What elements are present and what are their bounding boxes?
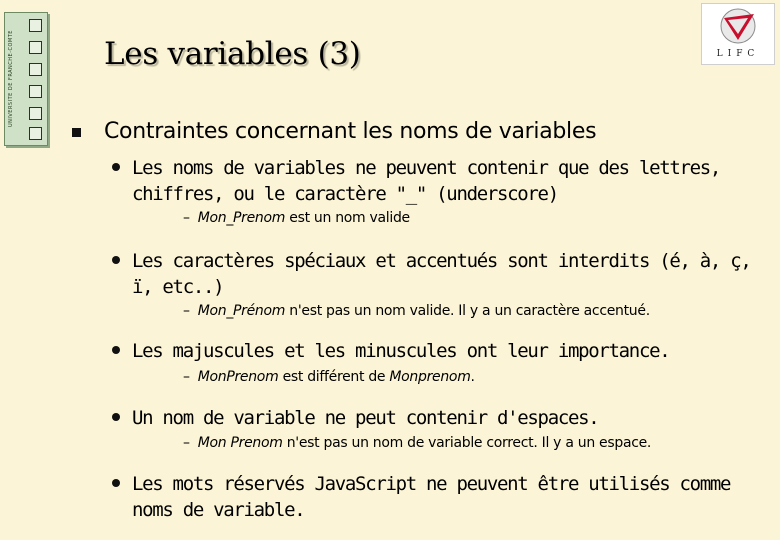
university-logo-text: UNIVERSITE DE FRANCHE-COMTE [8,30,14,128]
example-variable-name: Mon_Prénom [197,303,286,319]
example-text: n'est pas un nom de variable correct. Il y a un espace. [282,435,652,451]
section-heading: Contraintes concernant les noms de variables [104,119,597,144]
example-variable-name: Mon_Prenom [197,210,286,226]
logo-glyph-icon [29,63,42,76]
list-item-example [183,210,410,226]
logo-glyph-icon [29,41,42,54]
list-item-text: Les majuscules et les minuscules ont leur importance. [132,340,670,362]
list-item-text: Les mots réservés JavaScript ne peuvent être utilisés comme noms de variable. [132,473,731,521]
example-text: est différent de [278,369,390,385]
dash-bullet-icon: – [183,210,190,226]
university-logo [4,12,48,146]
logo-glyph-icon [29,107,42,120]
dash-bullet-icon: – [183,435,190,451]
list-item-example [183,303,650,319]
example-variable-name: Monprenom [389,369,471,385]
example-text: n'est pas un nom valide. Il y a un caractère accentué. [285,303,650,319]
logo-glyph-icon [29,19,42,32]
lifc-logo [701,3,775,65]
lifc-logo-text: LIFC [716,49,760,59]
dash-bullet-icon: – [183,369,190,385]
round-bullet-icon [112,256,120,264]
round-bullet-icon [112,346,120,354]
list-item-text: Un nom de variable ne peut contenir d'espaces. [132,407,599,429]
slide-title: Les variables (3) [104,36,361,72]
round-bullet-icon [112,479,120,487]
list-item-example [183,369,475,385]
round-bullet-icon [112,413,120,421]
list-item-text: Les noms de variables ne peuvent contenir que des lettres, chiffres, ou le caractère "_" (underscore) [132,157,721,205]
example-variable-name: MonPrenom [197,369,279,385]
example-text: . [470,369,475,385]
example-variable-name: Mon Prenom [197,435,283,451]
list-item-example [183,435,651,451]
logo-glyph-icon [29,85,42,98]
square-bullet-icon [72,128,81,137]
logo-glyph-icon [29,127,42,140]
dash-bullet-icon: – [183,303,190,319]
example-text: est un nom valide [285,210,410,226]
list-item-text: Les caractères spéciaux et accentués sont interdits (é, à, ç, ï, etc..) [132,250,751,298]
lifc-emblem-icon [702,4,774,50]
round-bullet-icon [112,163,120,171]
